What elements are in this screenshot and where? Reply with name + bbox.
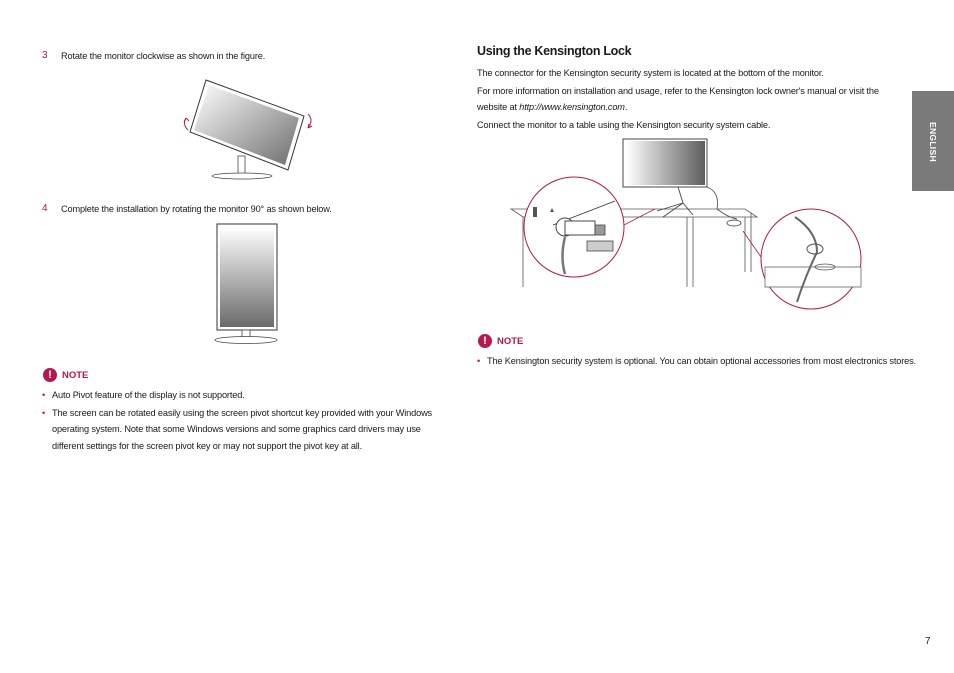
step-4-text: Complete the installation by rotating the monitor 90° as shown below.	[61, 204, 332, 214]
step-3-number: 3	[42, 50, 48, 61]
paragraph-connect: Connect the monitor to a table using the Kensington security system cable.	[477, 120, 771, 130]
exclamation-icon: !	[478, 334, 492, 348]
step-4-number: 4	[42, 203, 48, 214]
exclamation-icon: !	[43, 368, 57, 382]
list-item: • Auto Pivot feature of the display is not supported.	[42, 387, 454, 404]
page-number: 7	[925, 636, 931, 647]
note-label: NOTE	[497, 335, 524, 347]
kensington-lock-illustration	[505, 137, 865, 315]
left-note-header	[43, 368, 88, 382]
list-item: • The Kensington security system is optional. You can obtain optional accessories from most electronics stores.	[477, 353, 917, 370]
paragraph-connector: The connector for the Kensington security system is located at the bottom of the monitor.	[477, 68, 824, 78]
right-note-header	[478, 334, 523, 348]
portrait-monitor-illustration	[212, 222, 282, 346]
paragraph-more-info	[477, 83, 897, 115]
website-link[interactable]: http://www.kensington.com	[519, 102, 625, 112]
right-note-list	[477, 353, 917, 370]
paragraph-text: For more information on installation and usage, refer to the Kensington lock owner's manual or visit the website at	[477, 86, 879, 112]
note-label: NOTE	[62, 369, 89, 381]
paragraph-end: .	[624, 102, 628, 112]
section-heading: Using the Kensington Lock	[477, 44, 632, 58]
language-tab	[912, 91, 954, 191]
left-note-list	[42, 387, 454, 454]
language-tab-label: ENGLISH	[928, 122, 938, 162]
step-3-text: Rotate the monitor clockwise as shown in the figure.	[61, 51, 266, 61]
list-item: • The screen can be rotated easily using the screen pivot shortcut key provided with your Windows operating system. Note that some Windows versions and some graphics card drivers may use different settings for the screen pivot key or may not support the pivot key at all.	[42, 405, 454, 455]
rotated-monitor-illustration	[180, 78, 320, 183]
